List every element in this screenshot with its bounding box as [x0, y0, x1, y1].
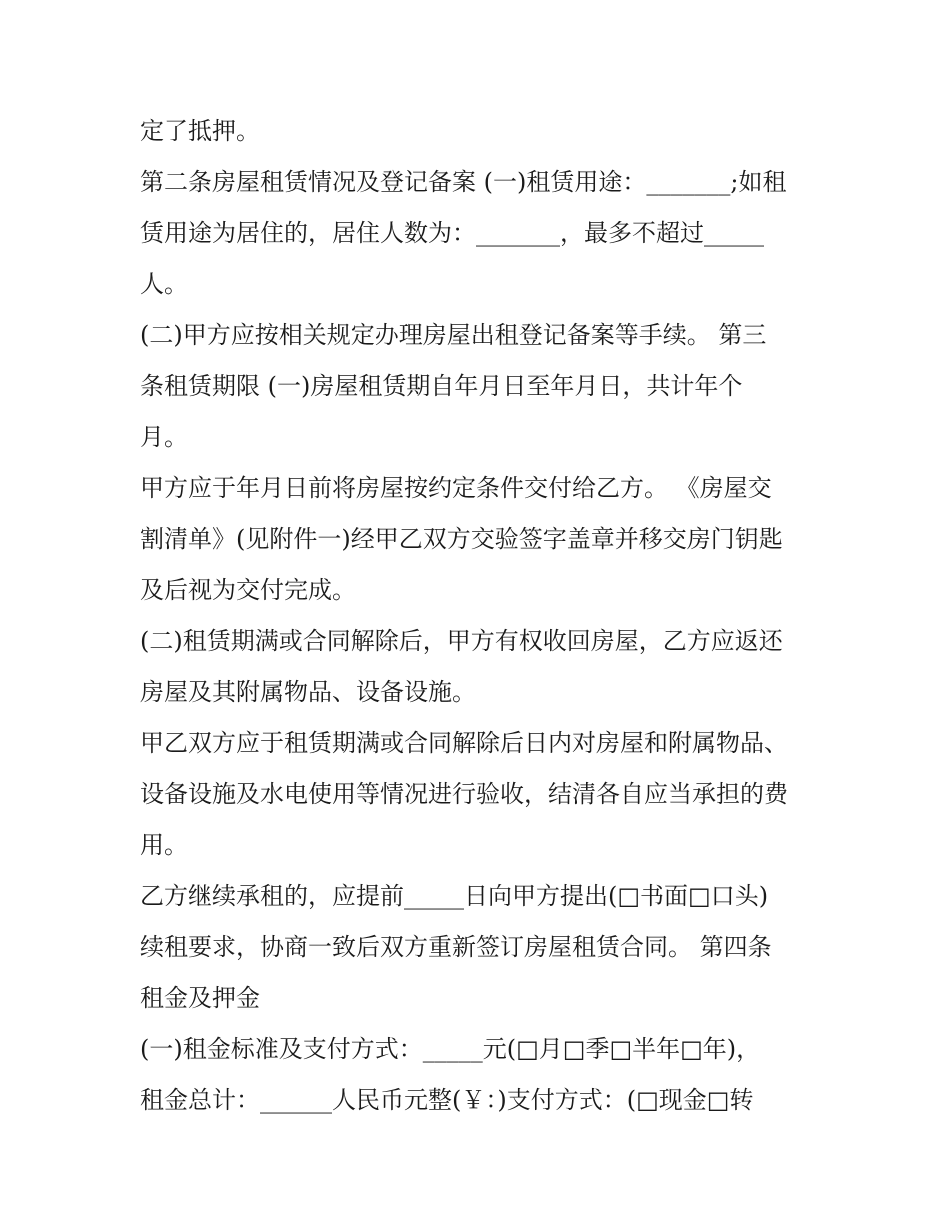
text-line: 甲乙双方应于租赁期满或合同解除后日内对房屋和附属物品、 [140, 729, 788, 757]
text-line: (二)租赁期满或合同解除后，甲方有权收回房屋，乙方应返还 [140, 627, 783, 655]
text-line: 赁用途为居住的，居住人数为：_______，最多不超过_____ [140, 219, 764, 247]
text-line: 甲方应于年月日前将房屋按约定条件交付给乙方。 《房屋交 [140, 474, 772, 502]
text-line: 用。 [140, 831, 188, 859]
text-line: 房屋及其附属物品、设备设施。 [140, 678, 476, 706]
text-line: 人。 [140, 270, 188, 298]
text-line: 定了抵押。 [140, 117, 260, 145]
text-line: 及后视为交付完成。 [140, 576, 356, 604]
text-line: 续租要求，协商一致后双方重新签订房屋租赁合同。 第四条 [140, 933, 772, 961]
text-line: 割清单》(见附件一)经甲乙双方交验签字盖章并移交房门钥匙 [140, 525, 783, 553]
text-line: 乙方继续承租的，应提前_____日向甲方提出(□书面□口头) [140, 882, 769, 910]
text-line: 第二条房屋租赁情况及登记备案 (一)租赁用途：_______;如租 [140, 168, 787, 196]
text-line: 租金总计：______人民币元整(￥：)支付方式：(□现金□转 [140, 1086, 754, 1114]
document-body [140, 106, 820, 1126]
text-line: (一)租金标准及支付方式：_____元(□月□季□半年□年)， [140, 1035, 761, 1063]
text-line: 设备设施及水电使用等情况进行验收，结清各自应当承担的费 [140, 780, 788, 808]
text-line: 租金及押金 [140, 984, 260, 1012]
text-line: 条租赁期限 (一)房屋租赁期自年月日至年月日，共计年个 [140, 372, 743, 400]
text-line: (二)甲方应按相关规定办理房屋出租登记备案等手续。 第三 [140, 321, 767, 349]
text-line: 月。 [140, 423, 188, 451]
